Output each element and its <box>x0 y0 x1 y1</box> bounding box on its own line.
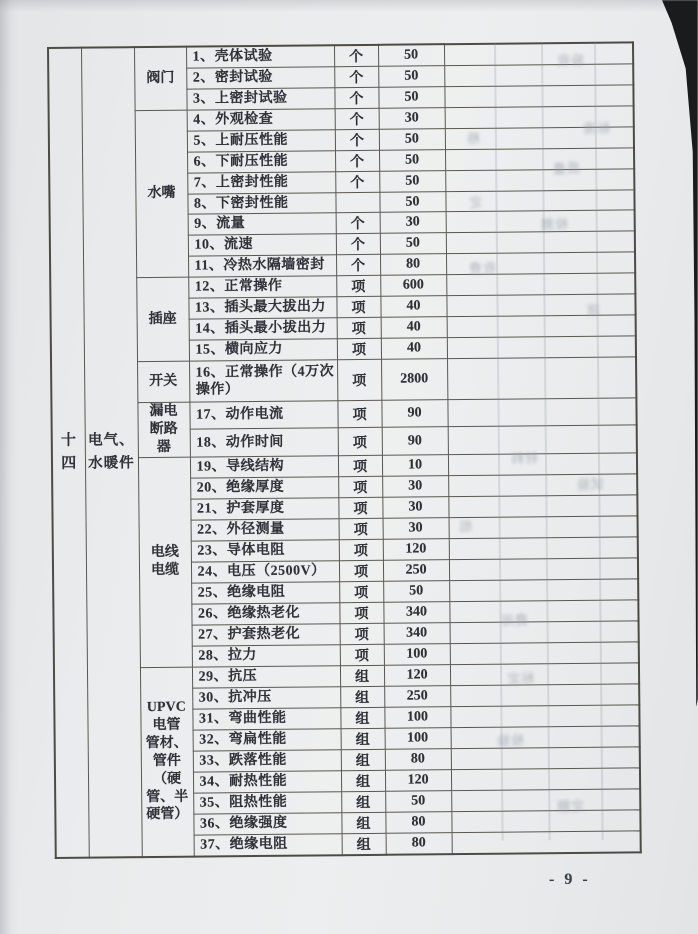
fee-cell: 30 <box>379 108 445 130</box>
fee-cell: 100 <box>384 706 450 728</box>
unit-cell: 项 <box>338 455 382 476</box>
item-name-cell: 8、下密封性能 <box>187 193 335 214</box>
empty-cell <box>446 294 635 317</box>
empty-cell <box>450 621 639 644</box>
bleed-through-smudge: 检验 <box>495 732 525 749</box>
unit-cell: 组 <box>340 665 384 686</box>
item-name-cell: 34、耐热性能 <box>193 770 341 792</box>
empty-cell <box>451 789 640 812</box>
fee-cell: 340 <box>384 622 450 644</box>
item-name-cell: 7、上密封性能 <box>187 172 335 194</box>
unit-cell: 项 <box>339 518 383 539</box>
unit-cell: 项 <box>339 581 383 602</box>
unit-cell: 个 <box>334 45 378 67</box>
fee-cell: 80 <box>385 748 451 770</box>
item-name-cell: 30、抗冲压 <box>192 686 340 708</box>
bleed-through-smudge: 格 <box>465 130 481 147</box>
item-name-cell: 14、插头最小拔出力 <box>189 318 337 340</box>
fee-cell: 30 <box>382 496 448 518</box>
bleed-through-smudge: 定额 <box>555 798 585 815</box>
unit-cell: 个 <box>336 233 380 254</box>
fee-cell: 100 <box>384 643 450 665</box>
empty-cell <box>449 579 638 602</box>
item-name-cell: 22、外径测量 <box>191 518 339 540</box>
fee-cell: 2800 <box>381 359 447 401</box>
fee-cell: 340 <box>383 601 449 623</box>
fee-cell: 30 <box>383 517 449 539</box>
unit-cell: 个 <box>336 212 380 233</box>
fee-cell: 80 <box>380 254 446 276</box>
serial-cell: 十 四 <box>48 48 89 858</box>
empty-cell <box>448 495 637 518</box>
fee-cell: 50 <box>383 580 449 602</box>
item-name-cell: 23、导体电阻 <box>191 539 339 561</box>
empty-cell <box>449 537 638 560</box>
empty-cell <box>450 705 639 728</box>
empty-cell <box>448 453 637 476</box>
item-name-cell: 19、导线结构 <box>190 455 338 477</box>
item-name-cell: 27、护套热老化 <box>192 623 340 645</box>
fee-cell: 50 <box>378 44 444 66</box>
item-name-cell: 33、跌落性能 <box>193 749 341 771</box>
unit-cell: 个 <box>335 108 379 129</box>
empty-cell <box>452 831 641 854</box>
empty-cell <box>446 210 635 233</box>
item-name-cell: 5、上耐压性能 <box>187 130 335 152</box>
item-name-cell: 2、密封试验 <box>186 67 334 89</box>
empty-cell <box>449 600 638 623</box>
empty-cell <box>447 315 636 338</box>
bleed-through-smudge: 试验 <box>575 476 605 493</box>
item-name-cell: 15、横向应力 <box>189 339 337 361</box>
bleed-through-smudge: 材料 <box>509 450 539 467</box>
fee-cell: 50 <box>379 171 445 193</box>
unit-cell: 个 <box>334 87 378 108</box>
group-cell: 电线 电缆 <box>138 457 192 667</box>
group-cell: 水嘴 <box>135 110 189 277</box>
empty-cell <box>446 273 635 296</box>
item-name-cell: 12、正常操作 <box>188 276 336 298</box>
unit-cell: 个 <box>335 129 379 150</box>
empty-cell <box>444 42 633 65</box>
group-cell: 开关 <box>137 361 189 402</box>
unit-cell: 项 <box>336 296 380 317</box>
bleed-through-smudge: 检测 <box>539 216 569 233</box>
fee-cell: 80 <box>386 832 452 854</box>
empty-cell <box>449 558 638 581</box>
fee-cell: 120 <box>385 769 451 791</box>
bleed-through-smudge: 费用 <box>499 612 529 629</box>
fee-cell: 80 <box>385 811 451 833</box>
unit-cell: 个 <box>335 171 379 192</box>
item-name-cell: 16、正常操作（4万次操作） <box>189 360 337 402</box>
unit-cell: 项 <box>340 644 384 665</box>
unit-cell: 个 <box>336 254 380 275</box>
unit-cell: 个 <box>334 66 378 87</box>
item-name-cell: 6、下耐压性能 <box>187 151 335 173</box>
category-cell: 电气、 水暖件 <box>81 47 142 857</box>
empty-cell <box>451 726 640 749</box>
empty-cell <box>445 106 634 129</box>
fee-cell: 90 <box>381 400 447 428</box>
item-name-cell: 3、上密封试验 <box>186 88 334 110</box>
unit-cell: 项 <box>339 602 383 623</box>
item-name-cell: 26、绝缘热老化 <box>191 602 339 624</box>
unit-cell: 组 <box>340 707 384 728</box>
unit-cell: 项 <box>339 539 383 560</box>
empty-cell <box>448 474 637 497</box>
unit-cell: 项 <box>340 623 384 644</box>
bleed-through-smudge: 标定 <box>505 670 535 687</box>
fee-cell: 120 <box>383 538 449 560</box>
unit-cell: 组 <box>341 728 385 749</box>
unit-cell: 项 <box>337 400 381 428</box>
empty-cell <box>446 231 635 254</box>
empty-cell <box>450 642 639 665</box>
fee-schedule-sheet <box>47 41 642 858</box>
empty-cell <box>444 64 633 87</box>
empty-cell <box>451 747 640 770</box>
empty-cell <box>450 663 639 686</box>
unit-cell: 组 <box>341 812 385 833</box>
fee-cell: 50 <box>378 66 444 88</box>
scanner-dark-edge <box>654 0 698 760</box>
empty-cell <box>447 336 636 359</box>
item-name-cell: 28、拉力 <box>192 644 340 666</box>
item-name-cell: 25、绝缘电阻 <box>191 581 339 603</box>
unit-cell: 组 <box>340 686 384 707</box>
group-cell: 漏电 断路 器 <box>137 402 190 457</box>
unit-cell: 项 <box>337 317 381 338</box>
item-name-cell: 10、流速 <box>188 234 336 256</box>
table-row <box>51 357 636 404</box>
fee-cell: 600 <box>380 275 446 297</box>
empty-cell <box>445 169 634 192</box>
fee-cell: 40 <box>381 338 447 360</box>
item-name-cell: 9、流量 <box>188 213 336 235</box>
empty-cell <box>445 190 634 212</box>
fee-cell: 50 <box>379 192 445 213</box>
fee-cell: 50 <box>379 150 445 172</box>
empty-cell <box>448 425 637 454</box>
unit-cell: 组 <box>341 770 385 791</box>
item-name-cell: 24、电压（2500V） <box>191 560 339 582</box>
unit-cell: 项 <box>338 476 382 497</box>
fee-table-body <box>48 42 641 857</box>
fee-cell: 10 <box>382 454 448 476</box>
unit-cell: 项 <box>339 560 383 581</box>
fee-cell: 250 <box>383 559 449 581</box>
item-name-cell: 20、绝缘厚度 <box>190 476 338 498</box>
unit-cell: 组 <box>341 791 385 812</box>
item-name-cell: 32、弯扁性能 <box>193 728 341 750</box>
unit-cell: 项 <box>338 428 382 456</box>
bleed-through-smudge: 标准 <box>581 120 611 137</box>
fee-schedule-table <box>47 41 642 858</box>
item-name-cell: 11、冷热水隔墙密封 <box>188 255 336 277</box>
empty-cell <box>446 252 635 275</box>
page-number: - 9 - <box>549 871 591 888</box>
fee-cell: 40 <box>380 296 446 318</box>
empty-cell <box>451 768 640 791</box>
unit-cell: 项 <box>337 338 381 359</box>
unit-cell: 项 <box>337 359 381 400</box>
group-cell: 阀门 <box>134 47 187 111</box>
unit-cell: 组 <box>341 749 385 770</box>
item-name-cell: 35、阻热性能 <box>193 791 341 813</box>
paper-left-crease <box>0 0 18 934</box>
fee-cell: 50 <box>380 233 446 255</box>
item-name-cell: 17、动作电流 <box>189 401 337 430</box>
fee-cell: 40 <box>381 317 447 339</box>
item-name-cell: 1、壳体试验 <box>186 45 334 68</box>
item-name-cell: 4、外观检查 <box>187 109 335 131</box>
item-name-cell: 18、动作时间 <box>190 428 338 457</box>
fee-cell: 50 <box>378 87 444 109</box>
fee-cell: 100 <box>385 727 451 749</box>
unit-cell <box>335 192 379 212</box>
empty-cell <box>450 684 639 707</box>
fee-cell: 120 <box>384 664 450 686</box>
unit-cell: 项 <box>338 497 382 518</box>
bleed-through-smudge: 验收 <box>555 52 585 69</box>
bleed-through-smudge: 项 <box>585 302 601 319</box>
item-name-cell: 31、弯曲性能 <box>192 707 340 729</box>
group-cell: 插座 <box>136 277 189 361</box>
item-name-cell: 29、抗压 <box>192 665 340 687</box>
bleed-through-smudge: 收费 <box>467 260 497 277</box>
fee-cell: 50 <box>385 790 451 812</box>
empty-cell <box>449 516 638 539</box>
empty-cell <box>451 810 640 833</box>
unit-cell: 个 <box>335 150 379 171</box>
scan-top-shadow <box>0 0 698 12</box>
bleed-through-smudge: 定 <box>467 194 483 211</box>
item-name-cell: 36、绝缘强度 <box>193 812 341 834</box>
bleed-through-smudge: 组 <box>457 518 473 535</box>
fee-cell: 30 <box>380 212 446 234</box>
empty-cell <box>445 127 634 150</box>
empty-cell <box>447 398 636 427</box>
empty-cell <box>447 357 636 400</box>
group-cell: UPVC 电管 管材、 管件 （硬 管、半 硬管） <box>140 667 194 857</box>
unit-cell: 组 <box>342 833 386 855</box>
bleed-through-smudge: 质量 <box>551 160 581 177</box>
item-name-cell: 21、护套厚度 <box>190 497 338 519</box>
empty-cell <box>444 85 633 108</box>
fee-cell: 250 <box>384 685 450 707</box>
item-name-cell: 13、插头最大拔出力 <box>188 297 336 319</box>
fee-cell: 90 <box>382 427 448 455</box>
fee-cell: 50 <box>379 129 445 151</box>
empty-cell <box>445 148 634 171</box>
item-name-cell: 37、绝缘电阻 <box>194 833 342 856</box>
fee-cell: 30 <box>382 475 448 497</box>
unit-cell: 项 <box>336 275 380 296</box>
